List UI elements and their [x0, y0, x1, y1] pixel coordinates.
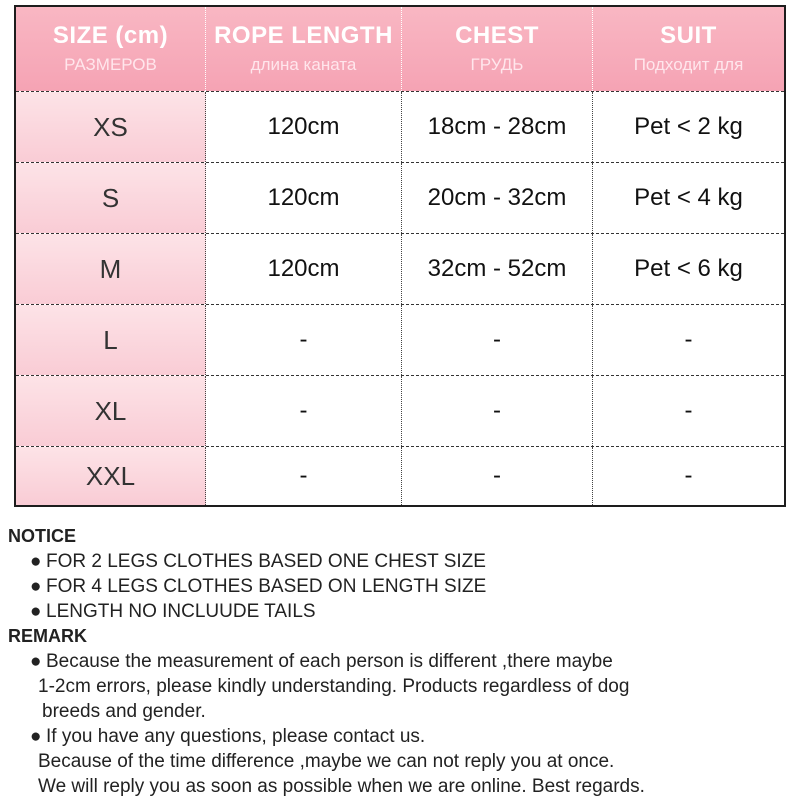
- header-chest-sublabel: ГРУДЬ: [470, 55, 524, 74]
- bullet-dot-icon: ●: [30, 601, 42, 622]
- table-row: [16, 162, 784, 233]
- header-size: [16, 7, 206, 91]
- notice-item: [8, 549, 788, 574]
- table-row: [16, 233, 784, 304]
- table-row: [16, 446, 784, 505]
- bullet-dot-icon: ●: [30, 576, 42, 597]
- chest-cell: -: [402, 305, 593, 375]
- rope-length-cell: -: [206, 376, 402, 446]
- remark-item-text: If you have any questions, please contact us.: [46, 726, 426, 747]
- table-row: [16, 91, 784, 162]
- suit-cell: Pet < 2 kg: [634, 113, 743, 140]
- notes-section: [8, 524, 788, 799]
- header-size-label: SIZE (cm): [52, 22, 169, 49]
- notice-item-text: LENGTH NO INCLUUDE TAILS: [46, 601, 316, 622]
- remark-item-text: Because the measurement of each person is different ,there maybe: [46, 651, 613, 672]
- bullet-dot-icon: ●: [30, 551, 42, 572]
- size-chart-table: [14, 5, 786, 507]
- chest-cell: 18cm - 28cm: [402, 92, 593, 162]
- chest-cell: 32cm - 52cm: [402, 234, 593, 304]
- remark-item: [8, 724, 788, 749]
- chest-cell: -: [402, 376, 593, 446]
- rope-length-cell: 120cm: [206, 92, 402, 162]
- header-chest: [402, 7, 593, 91]
- size-cell: XS: [16, 92, 206, 162]
- suit-cell: Pet < 4 kg: [634, 184, 743, 211]
- chest-cell: -: [402, 447, 593, 505]
- size-cell: M: [16, 234, 206, 304]
- remark-item-continuation: breeds and gender.: [42, 701, 206, 722]
- table-row: [16, 375, 784, 446]
- rope-length-cell: -: [206, 305, 402, 375]
- remark-item-continuation: We will reply you as soon as possible when we are online. Best regards.: [38, 776, 645, 797]
- remark-title: REMARK: [8, 626, 87, 646]
- size-cell: XL: [16, 376, 206, 446]
- notice-item: [8, 599, 788, 624]
- table-row: [16, 304, 784, 375]
- notice-item-text: FOR 2 LEGS CLOTHES BASED ONE CHEST SIZE: [46, 551, 486, 572]
- header-suit: [593, 7, 784, 91]
- size-cell: XXL: [16, 447, 206, 505]
- notice-title: NOTICE: [8, 526, 77, 546]
- notice-item-text: FOR 4 LEGS CLOTHES BASED ON LENGTH SIZE: [46, 576, 487, 597]
- header-rope-length-label: ROPE LENGTH: [214, 22, 393, 49]
- header-suit-sublabel: Подходит для: [633, 55, 744, 74]
- rope-length-cell: 120cm: [206, 234, 402, 304]
- size-cell: S: [16, 163, 206, 233]
- rope-length-cell: -: [206, 447, 402, 505]
- suit-cell: -: [684, 397, 693, 424]
- table-header-row: [16, 7, 784, 91]
- notice-item: [8, 574, 788, 599]
- header-size-sublabel: РАЗМЕРОВ: [64, 55, 157, 74]
- chest-cell: 20cm - 32cm: [402, 163, 593, 233]
- bullet-dot-icon: ●: [30, 726, 42, 747]
- suit-cell: -: [684, 326, 693, 353]
- header-rope-length: [206, 7, 402, 91]
- header-rope-length-sublabel: длина каната: [250, 55, 357, 74]
- bullet-dot-icon: ●: [30, 651, 42, 672]
- remark-item: [8, 649, 788, 674]
- header-suit-label: SUIT: [660, 22, 717, 49]
- remark-item-continuation: Because of the time difference ,maybe we can not reply you at once.: [38, 751, 615, 772]
- header-chest-label: CHEST: [455, 22, 539, 49]
- suit-cell: -: [684, 462, 693, 489]
- remark-item-continuation: 1-2cm errors, please kindly understanding. Products regardless of dog: [38, 676, 630, 697]
- suit-cell: Pet < 6 kg: [634, 255, 743, 282]
- size-cell: L: [16, 305, 206, 375]
- rope-length-cell: 120cm: [206, 163, 402, 233]
